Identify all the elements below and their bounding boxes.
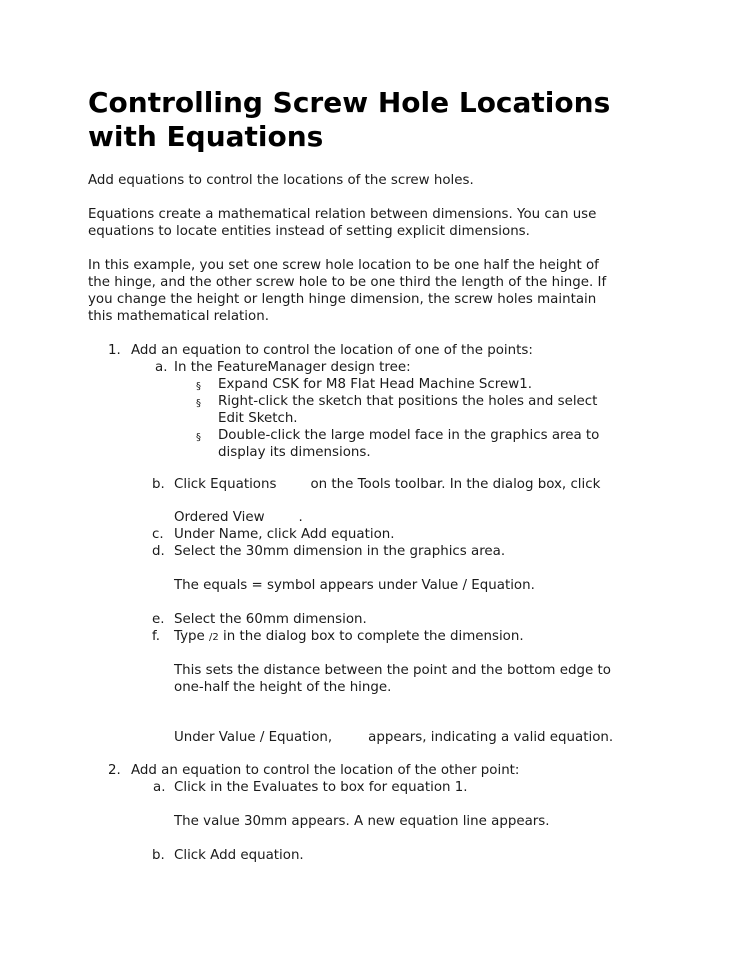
substep-text: Click Equations on the Tools toolbar. In the dialog box, click xyxy=(174,477,601,492)
code-text: /2 xyxy=(209,632,219,643)
step-text: Add an equation to control the location of the other point: xyxy=(131,763,520,778)
bullet-text: Edit Sketch. xyxy=(218,411,298,426)
step-number: 2. xyxy=(108,763,121,778)
substep-note: one-half the height of the hinge. xyxy=(174,680,392,695)
substep-label: f. xyxy=(152,629,160,644)
substep-label: a. xyxy=(153,780,166,795)
substep-text: Select the 30mm dimension in the graphics area. xyxy=(174,544,506,559)
intro-text: Add equations to control the locations of the screw holes. xyxy=(88,173,474,188)
bullet-icon: § xyxy=(196,398,201,409)
page-title: Controlling Screw Hole Locations with Equations xyxy=(88,86,611,153)
paragraph-1-line: equations to locate entities instead of setting explicit dimensions. xyxy=(88,224,530,239)
paragraph-2-line: In this example, you set one screw hole location to be one half the height of xyxy=(88,258,599,273)
bullet-text: display its dimensions. xyxy=(218,445,371,460)
substep-text: Type /2 in the dialog box to complete the dimension. xyxy=(174,629,524,644)
bullet-text: Right-click the sketch that positions the holes and select xyxy=(218,394,598,409)
paragraph-2-line: you change the height or length hinge dimension, the screw holes maintain xyxy=(88,292,597,307)
paragraph-2-line: the hinge, and the other screw hole to be one third the length of the hinge. If xyxy=(88,275,607,290)
substep-text: Under Name, click Add equation. xyxy=(174,527,395,542)
substep-label: b. xyxy=(152,477,165,492)
step-text: Add an equation to control the location of one of the points: xyxy=(131,343,533,358)
substep-note: This sets the distance between the point and the bottom edge to xyxy=(174,663,611,678)
step-number: 1. xyxy=(108,343,121,358)
bullet-icon: § xyxy=(196,381,201,392)
substep-text: In the FeatureManager design tree: xyxy=(174,360,411,375)
substep-label: d. xyxy=(152,544,165,559)
substep-label: c. xyxy=(152,527,164,542)
substep-text: Click Add equation. xyxy=(174,848,304,863)
substep-note: Under Value / Equation, appears, indicating a valid equation. xyxy=(174,730,614,745)
substep-label: a. xyxy=(155,360,168,375)
substep-text: Click in the Evaluates to box for equation 1. xyxy=(174,780,468,795)
substep-note: The equals = symbol appears under Value / Equation. xyxy=(174,578,535,593)
substep-text: Select the 60mm dimension. xyxy=(174,612,367,627)
substep-note: The value 30mm appears. A new equation line appears. xyxy=(174,814,550,829)
bullet-icon: § xyxy=(196,432,201,443)
substep-label: e. xyxy=(152,612,165,627)
substep-text: Ordered View . xyxy=(174,510,303,525)
bullet-text: Expand CSK for M8 Flat Head Machine Screw1. xyxy=(218,377,532,392)
bullet-text: Double-click the large model face in the graphics area to xyxy=(218,428,600,443)
substep-label: b. xyxy=(152,848,165,863)
paragraph-1-line: Equations create a mathematical relation between dimensions. You can use xyxy=(88,207,597,222)
paragraph-2-line: this mathematical relation. xyxy=(88,309,269,324)
